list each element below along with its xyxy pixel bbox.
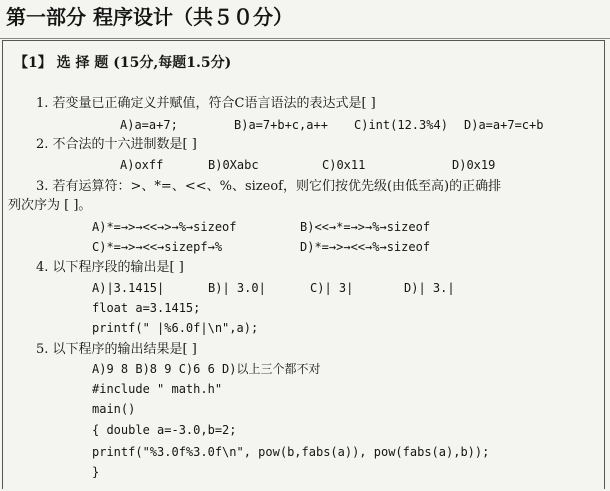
- q5-code-line-1: #include " math.h": [92, 382, 223, 396]
- q3-option-c: C)*=→>→<<→sizepf→%: [92, 240, 223, 254]
- q4-option-d: D)| 3.|: [404, 281, 455, 295]
- q5-code-line-5: }: [92, 465, 100, 479]
- question-3-stem-continued: 列次序为 [ ]。: [8, 198, 92, 213]
- q1-option-c: C)int(12.3%4): [354, 118, 448, 132]
- q3-option-d: D)*=→>→<<→%→sizeof: [300, 240, 431, 254]
- part-title: 第一部分 程序设计（共５０分）: [6, 5, 293, 29]
- question-1-stem: 1. 若变量已正确定义并赋值，符合C语言语法的表达式是[ ]: [36, 96, 376, 111]
- q5-options: A)9 8 B)8 9 C)6 6 D)以上三个都不对: [92, 362, 321, 376]
- q4-code-line-2: printf(" |%6.0f|\n",a);: [92, 321, 259, 335]
- q4-option-c: C)| 3|: [310, 281, 354, 295]
- question-5-stem: 5. 以下程序的输出结果是[ ]: [36, 342, 197, 357]
- q2-option-a: A)oxff: [120, 158, 164, 172]
- q5-code-line-2: main(): [92, 402, 136, 416]
- q3-option-a: A)*=→>→<<→>→%→sizeof: [92, 220, 237, 234]
- q2-option-b: B)0Xabc: [208, 158, 259, 172]
- q2-option-c: C)0x11: [322, 158, 366, 172]
- q1-option-d: D)a=a+7=c+b: [464, 118, 544, 132]
- question-2-stem: 2. 不合法的十六进制数是[ ]: [36, 137, 197, 152]
- q5-code-line-3: { double a=-3.0,b=2;: [92, 423, 237, 437]
- q4-option-b: B)| 3.0|: [208, 281, 266, 295]
- question-4-stem: 4. 以下程序段的输出是[ ]: [36, 260, 184, 275]
- q4-option-a: A)|3.1415|: [92, 281, 165, 295]
- q4-code-line-1: float a=3.1415;: [92, 301, 201, 315]
- question-3-stem: 3. 若有运算符：>、*=、<<、%、sizeof，则它们按优先级(由低至高)的正确排: [36, 179, 502, 194]
- q5-code-line-4: printf("%3.0f%3.0f\n", pow(b,fabs(a)), pow(fabs(a),b));: [92, 445, 490, 459]
- q1-option-a: A)a=a+7;: [120, 118, 178, 132]
- section-heading: 【1】 选 择 题 (15分,每题1.5分): [14, 55, 232, 71]
- title-rule: [0, 38, 610, 39]
- q3-option-b: B)<<→*=→>→%→sizeof: [300, 220, 431, 234]
- q1-option-b: B)a=7+b+c,a++: [234, 118, 328, 132]
- q2-option-d: D)0x19: [452, 158, 496, 172]
